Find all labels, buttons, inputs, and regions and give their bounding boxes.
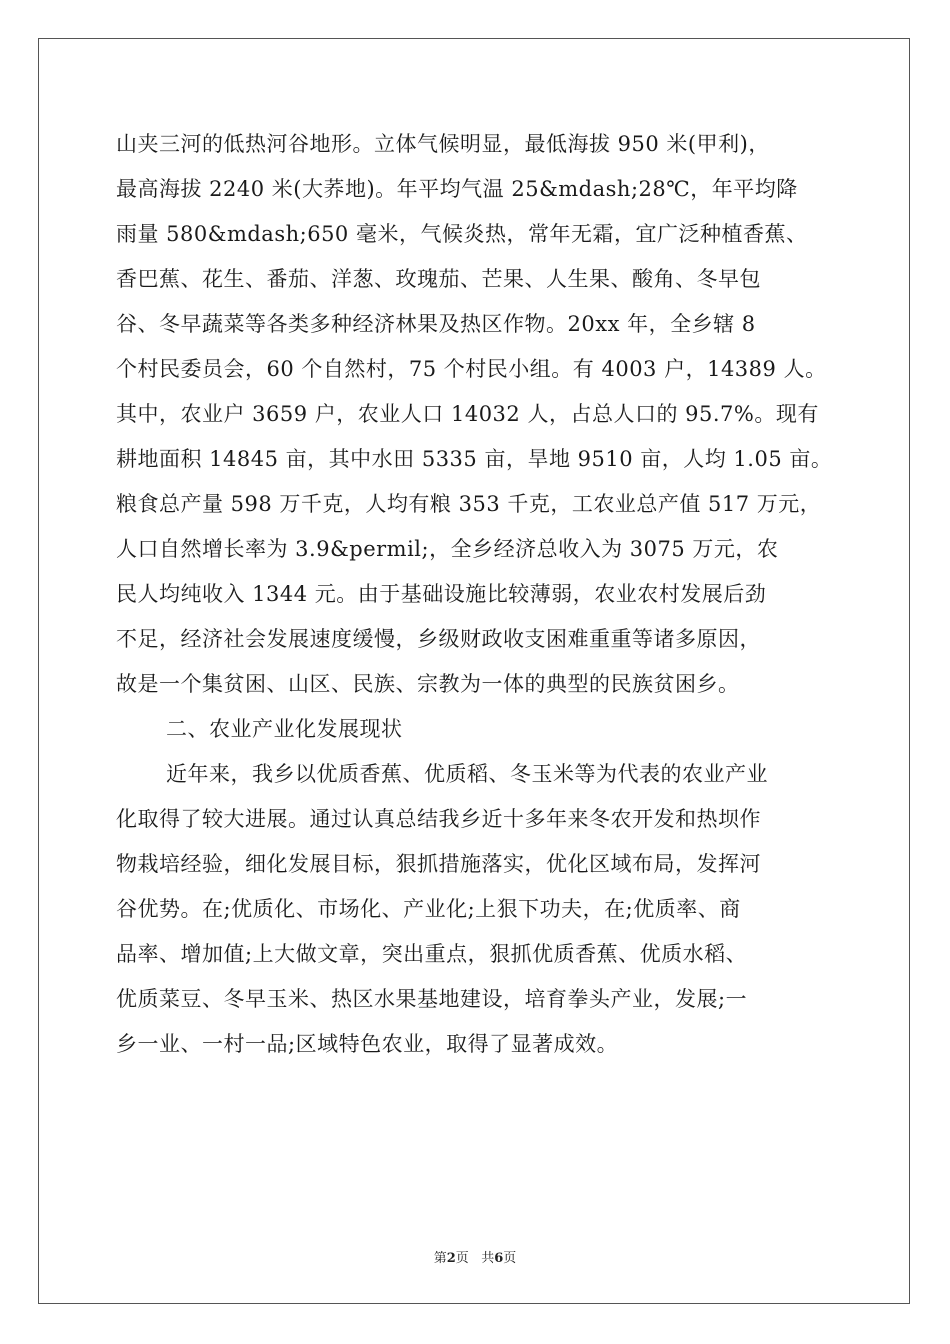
text-line: 不足，经济社会发展速度缓慢，乡级财政收支困难重重等诸多原因，	[116, 627, 761, 651]
text-line: 物栽培经验，细化发展目标，狠抓措施落实，优化区域布局，发挥河	[116, 852, 761, 876]
text-line: 香巴蕉、花生、番茄、洋葱、玫瑰茄、芒果、人生果、酸角、冬早包	[116, 267, 761, 291]
paragraph-1	[116, 122, 836, 707]
text-line: 故是一个集贫困、山区、民族、宗教为一体的典型的民族贫困乡。	[116, 672, 740, 696]
document-body	[116, 122, 836, 1067]
footer-total-pages: 6	[494, 1251, 504, 1266]
text-line: 谷优势。在;优质化、市场化、产业化;上狠下功夫，在;优质率、商	[116, 897, 741, 921]
paragraph-2	[116, 752, 836, 1067]
text-line: 品率、增加值;上大做文章，突出重点，狠抓优质香蕉、优质水稻、	[116, 942, 748, 966]
text-line: 化取得了较大进展。通过认真总结我乡近十多年来冬农开发和热坝作	[116, 807, 761, 831]
footer-total-prefix: 共	[481, 1251, 495, 1266]
footer-page-suffix: 页	[455, 1251, 469, 1266]
page-footer	[0, 1247, 950, 1266]
text-line: 个村民委员会，60 个自然村，75 个村民小组。有 4003 户，14389 人。	[116, 357, 827, 381]
text-line: 人口自然增长率为 3.9&permil;，全乡经济总收入为 3075 万元，农	[116, 537, 779, 561]
footer-total-suffix: 页	[503, 1251, 517, 1266]
text-line: 雨量 580&mdash;650 毫米，气候炎热，常年无霜，宜广泛种植香蕉、	[116, 222, 808, 246]
text-line: 民人均纯收入 1344 元。由于基础设施比较薄弱，农业农村发展后劲	[116, 582, 767, 606]
text-line: 粮食总产量 598 万千克，人均有粮 353 千克，工农业总产值 517 万元，	[116, 492, 822, 516]
text-line: 耕地面积 14845 亩，其中水田 5335 亩，旱地 9510 亩，人均 1.05 亩。	[116, 447, 833, 471]
text-line: 最高海拔 2240 米(大荞地)。年平均气温 25&mdash;28℃，年平均降	[116, 177, 798, 201]
text-line: 谷、冬早蔬菜等各类多种经济林果及热区作物。20xx 年，全乡辖 8	[116, 312, 756, 336]
text-line: 乡一业、一村一品;区域特色农业，取得了显著成效。	[116, 1032, 619, 1056]
text-line: 其中，农业户 3659 户，农业人口 14032 人，占总人口的 95.7%。现有	[116, 402, 819, 426]
text-line: 近年来，我乡以优质香蕉、优质稻、冬玉米等为代表的农业产业	[166, 762, 768, 786]
section-heading: 二、农业产业化发展现状	[166, 717, 403, 741]
footer-page-number: 2	[446, 1251, 456, 1266]
footer-prefix: 第	[433, 1251, 447, 1266]
text-line: 优质菜豆、冬早玉米、热区水果基地建设，培育拳头产业，发展;一	[116, 987, 748, 1011]
text-line: 山夹三河的低热河谷地形。立体气候明显，最低海拔 950 米(甲利)，	[116, 132, 770, 156]
